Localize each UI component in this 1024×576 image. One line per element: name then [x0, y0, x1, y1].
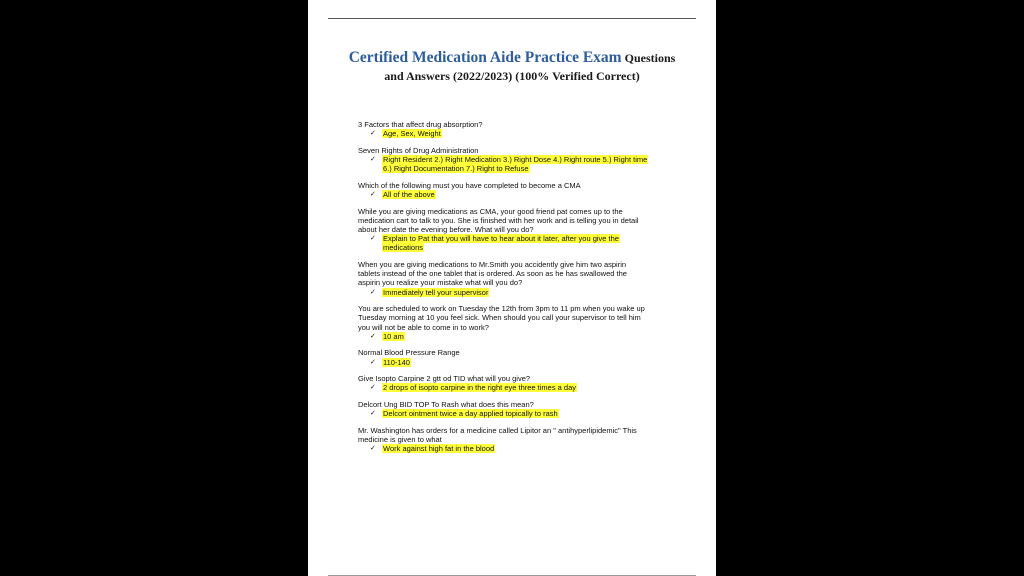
answer-highlight: All of the above — [383, 190, 435, 199]
qa-item — [358, 400, 682, 418]
answer-highlight: Work against high fat in the blood — [383, 444, 495, 454]
answer-highlight: 110-140 — [383, 357, 410, 367]
answer-row — [358, 129, 682, 138]
answer-text — [382, 155, 682, 173]
question-text: Which of the following must you have completed to become a CMA — [358, 180, 581, 190]
title-main: Certified Medication Aide Practice Exam — [348, 49, 622, 66]
title-line-2: and Answers (2022/2023) (100% Verified Correct) — [384, 69, 640, 83]
question-text: Delcort Ung BID TOP To Rash what does this mean? — [358, 400, 534, 409]
qa-item — [358, 304, 682, 341]
answer-text — [382, 234, 682, 252]
answer-row — [358, 288, 682, 297]
answer-highlight: Delcort ointment twice a day applied topically to rash — [383, 409, 558, 419]
answer-highlight: 2 drops of isopto carpine in the right eye three times a day — [383, 383, 577, 393]
answer-row — [358, 383, 682, 392]
checkmark-icon: ✓ — [370, 287, 376, 296]
answer-highlight: Immediately tell your supervisor — [383, 287, 489, 297]
checkmark-icon: ✓ — [370, 129, 376, 138]
question-text: Mr. Washington has orders for a medicine called Lipitor an " antihyperlipidemic" This medicine is given to what — [358, 425, 637, 444]
question-text: Normal Blood Pressure Range — [358, 348, 460, 358]
answer-text — [382, 190, 682, 199]
checkmark-icon: ✓ — [370, 409, 376, 418]
answer-text — [382, 409, 682, 418]
answer-row — [358, 444, 682, 453]
answer-text — [382, 358, 682, 367]
question-text: You are scheduled to work on Tuesday the 12th from 3pm to 11 pm when you wake up Tuesday morning at 10 you feel sick. When should you call your supervisor to tell him you will not be able to come in to work? — [358, 304, 645, 332]
qa-item — [358, 374, 682, 392]
answer-row — [358, 332, 682, 341]
qa-item — [358, 207, 682, 253]
qa-item — [358, 348, 682, 366]
checkmark-icon: ✓ — [370, 155, 376, 163]
answer-highlight: Explain to Pat that you will have to hear about it later, after you give the medications — [383, 234, 619, 253]
answer-highlight: Age, Sex, Weight — [383, 129, 441, 139]
checkmark-icon: ✓ — [370, 331, 376, 340]
title-suffix: Questions — [621, 51, 676, 65]
answer-row — [358, 409, 682, 418]
question-text: When you are giving medications to Mr.Smith you accidently give him two aspirin tablets instead of the one tablet that is ordered. As soon as he has swallowed the aspirin you realize your mistake what will you do? — [358, 260, 627, 288]
checkmark-icon: ✓ — [370, 383, 376, 392]
answer-text — [382, 383, 682, 392]
question-text: While you are giving medications as CMA, your good friend pat comes up to the medication cart to talk to you. She is finished with her work and is telling you in detail about her date the evening before. What will you do? — [358, 206, 639, 234]
qa-item — [358, 426, 682, 454]
answer-text — [382, 129, 682, 138]
answer-text — [382, 332, 682, 341]
checkmark-icon: ✓ — [370, 234, 376, 243]
answer-text — [382, 288, 682, 297]
document-page — [308, 0, 716, 576]
answer-row — [358, 155, 682, 173]
qa-list — [358, 120, 682, 461]
answer-row — [358, 234, 682, 252]
qa-item — [358, 120, 682, 138]
checkmark-icon: ✓ — [370, 190, 376, 198]
qa-item — [358, 260, 682, 297]
top-divider — [328, 18, 696, 19]
question-text: 3 Factors that affect drug absorption? — [358, 120, 483, 129]
answer-text — [382, 444, 682, 453]
answer-row — [358, 358, 682, 367]
document-title — [308, 49, 716, 85]
qa-item — [358, 181, 682, 199]
answer-highlight: Right Resident 2.) Right Medication 3.) Right Dose 4.) Right route 5.) Right time 6.) Right Documentation 7.) Right to Refuse — [383, 155, 648, 174]
qa-item — [358, 146, 682, 174]
question-text: Give Isopto Carpine 2 gtt od TID what will you give? — [358, 374, 531, 384]
checkmark-icon: ✓ — [370, 357, 376, 366]
answer-row — [358, 190, 682, 199]
answer-highlight: 10 am — [383, 331, 404, 341]
checkmark-icon: ✓ — [370, 444, 376, 453]
question-text: Seven Rights of Drug Administration — [358, 145, 479, 155]
